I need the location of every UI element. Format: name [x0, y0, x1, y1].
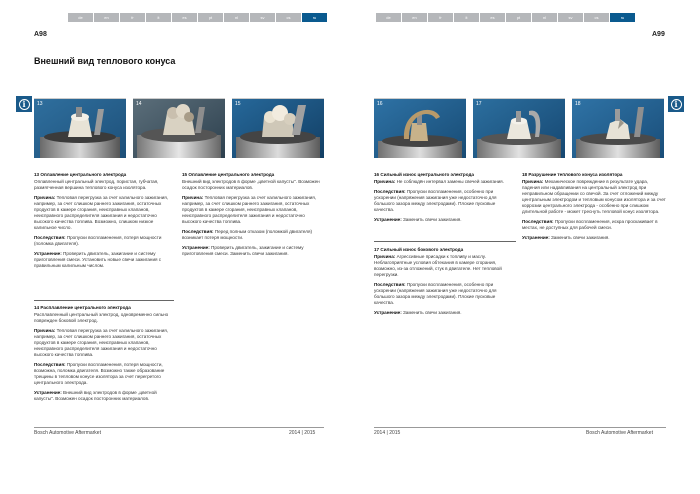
- effect-paragraph: Последствия: Перед полным отказом (поломкой двигателя) возникает потеря мощности.: [182, 229, 312, 240]
- spark-plug-photo-18: [572, 98, 664, 158]
- tab-pt[interactable]: pt: [198, 13, 223, 22]
- effect-paragraph: Последствия: Пропуски воспламенения, потеря мощности, возможна, поломка двигателя. Возможно также образование трещины в тепловом конусе изолятора за счет перегретого центрального электрода.: [34, 362, 165, 385]
- section-14: [34, 305, 174, 406]
- section-18: [522, 172, 666, 245]
- cause-paragraph: Причина: Агрессивные присадки к топливу и маслу. Неблагоприятные условия обтекания в камере сгорания, возможно, из-за отложений, стук в двигателе. Нет тепловой перегрузки.: [374, 254, 502, 277]
- tab-fr[interactable]: fr: [428, 13, 453, 22]
- info-icon: i: [668, 96, 684, 112]
- language-tabs: [68, 13, 327, 22]
- photo-number: 16: [377, 101, 383, 107]
- tab-de[interactable]: de: [68, 13, 93, 22]
- spark-plug-photo-15: [232, 98, 324, 158]
- cause-paragraph: Причина: Механическое повреждение в результате удара, падения или надавливания на центральный электрод при неправильном обращении со свечой. За счет отложений между центральным электродом и тепловым конусом изолятора и за счет коррозии центрального электрода - особенно при слишком длительной работе - может треснуть тепловой конус изолятора.: [522, 179, 666, 214]
- info-icon: i: [16, 96, 32, 112]
- tab-es[interactable]: es: [172, 13, 197, 22]
- tab-fr[interactable]: fr: [120, 13, 145, 22]
- section-16: [374, 172, 516, 227]
- tab-pt[interactable]: pt: [506, 13, 531, 22]
- tab-nl[interactable]: nl: [532, 13, 557, 22]
- section-15: [182, 172, 324, 261]
- effect-paragraph: Последствия: Пропуски воспламенения, особенно при ускорении (напряжения зажигания уже недостаточно для большого зазора между электродами). Плохие пусковые качества.: [374, 189, 497, 212]
- page-number: A98: [34, 31, 47, 38]
- spark-plug-photo-16: [374, 98, 466, 158]
- tab-ru[interactable]: ru: [302, 13, 327, 22]
- footer-rule: [34, 427, 324, 428]
- spark-plug-photo-17: [473, 98, 565, 158]
- fix-paragraph: Устранение: Внешний вид электродов в форме „цветной капусты". Возможен осадок посторонних материалов.: [34, 390, 157, 401]
- right-page: [350, 0, 700, 494]
- photo-number: 13: [37, 101, 43, 107]
- tab-cs[interactable]: cs: [584, 13, 609, 22]
- section-13: [34, 172, 174, 273]
- fix-paragraph: Устранение: Заменить свечи зажигания.: [374, 217, 462, 222]
- section-17: [374, 247, 516, 320]
- section-divider: [374, 241, 516, 242]
- tab-nl[interactable]: nl: [224, 13, 249, 22]
- fix-paragraph: Устранение: Заменить свечи зажигания.: [522, 235, 610, 240]
- photo-number: 14: [136, 101, 142, 107]
- cause-paragraph: Причина: Не соблюдён интервал замены свечей зажигания.: [374, 179, 504, 184]
- photo-number: 17: [476, 101, 482, 107]
- tab-de[interactable]: de: [376, 13, 401, 22]
- tab-ru[interactable]: ru: [610, 13, 635, 22]
- photo-number: 18: [575, 101, 581, 107]
- page-title: Внешний вид теплового конуса: [34, 56, 176, 66]
- tab-cs[interactable]: cs: [276, 13, 301, 22]
- tab-it[interactable]: it: [146, 13, 171, 22]
- footer-brand: Bosch Automotive Aftermarket: [34, 430, 101, 436]
- spark-plug-photo-14: [133, 98, 225, 158]
- section-heading: 18 Разрушение теплового конуса изолятора: [522, 172, 623, 177]
- section-heading: 17 Сильный износ бокового электрода: [374, 247, 464, 252]
- tab-en[interactable]: en: [94, 13, 119, 22]
- footer-brand: Bosch Automotive Aftermarket: [586, 430, 653, 436]
- tab-sv[interactable]: sv: [558, 13, 583, 22]
- section-heading: 14 Расплавление центрального электрода: [34, 305, 131, 310]
- section-description: Расплавленный центральный электрод, одновременно сильно поврежден боковой электрод.: [34, 312, 169, 323]
- page-number: A99: [652, 31, 665, 38]
- effect-paragraph: Последствия: Пропуски воспламенения, потеря мощности (поломка двигателя).: [34, 235, 162, 246]
- footer-year: 2014 | 2015: [289, 430, 316, 436]
- footer-year: 2014 | 2015: [374, 430, 401, 436]
- tab-es[interactable]: es: [480, 13, 505, 22]
- section-description: Внешний вид электродов в форме „цветной капусты". Возможен осадок посторонних материалов.: [182, 179, 320, 190]
- section-heading: 15 Оплавление центрального электрода: [182, 172, 275, 177]
- photo-number: 15: [235, 101, 241, 107]
- cause-paragraph: Причина: Тепловая перегрузка за счет калильного зажигания, например, за счет слишком раннего зажигания, остаточных продуктов в камере сгорания, неисправных клапанов, неисправного распределителя зажигания и недостаточно высокого качества топлива.: [182, 195, 316, 224]
- fix-paragraph: Устранение: Проверить двигатель, зажигание и систему приготовления смеси. Заменить свечи зажигания.: [182, 245, 304, 256]
- fix-paragraph: Устранение: Заменить свечи зажигания.: [374, 310, 462, 315]
- section-description: Оплавленный центральный электрод, пористая, губчатая, размягченная вершина теплового конуса изолятора.: [34, 179, 159, 190]
- cause-paragraph: Причина: Тепловая перегрузка за счет калильного зажигания, например, за счет слишком раннего зажигания, остаточных продуктов в камере сгорания, неисправных клапанов, неисправного распределителя зажигания и недостаточно высокого качества топлива.: [34, 328, 168, 357]
- effect-paragraph: Последствия: Пропуски воспламенения, особенно при ускорении (напряжения зажигания уже недостаточно для большого зазора между электродами). Плохие пусковые качества.: [374, 282, 497, 305]
- effect-paragraph: Последствия: Пропуски воспламенения, искра проскакивает в местах, не доступных для рабочей смеси.: [522, 219, 658, 230]
- tab-sv[interactable]: sv: [250, 13, 275, 22]
- fix-paragraph: Устранение: Проверить двигатель, зажигание и систему приготовления смеси. Установить новые свечи зажигания с правильным калильным числом.: [34, 251, 162, 268]
- section-divider: [34, 300, 174, 301]
- tab-en[interactable]: en: [402, 13, 427, 22]
- section-heading: 16 Сильный износ центрального электрода: [374, 172, 474, 177]
- footer-rule: [374, 427, 666, 428]
- section-heading: 13 Оплавление центрального электрода: [34, 172, 127, 177]
- cause-paragraph: Причина: Тепловая перегрузка за счет калильного зажигания, например, за счет слишком раннего зажигания, остаточных продуктов в камере сгорания, неисправных клапанов, неисправного распределителя зажигания и недостаточно высокого качества топлива. Возможно, слишком низкое калильное число.: [34, 195, 168, 230]
- tab-it[interactable]: it: [454, 13, 479, 22]
- spark-plug-photo-13: [34, 98, 126, 158]
- language-tabs: [376, 13, 635, 22]
